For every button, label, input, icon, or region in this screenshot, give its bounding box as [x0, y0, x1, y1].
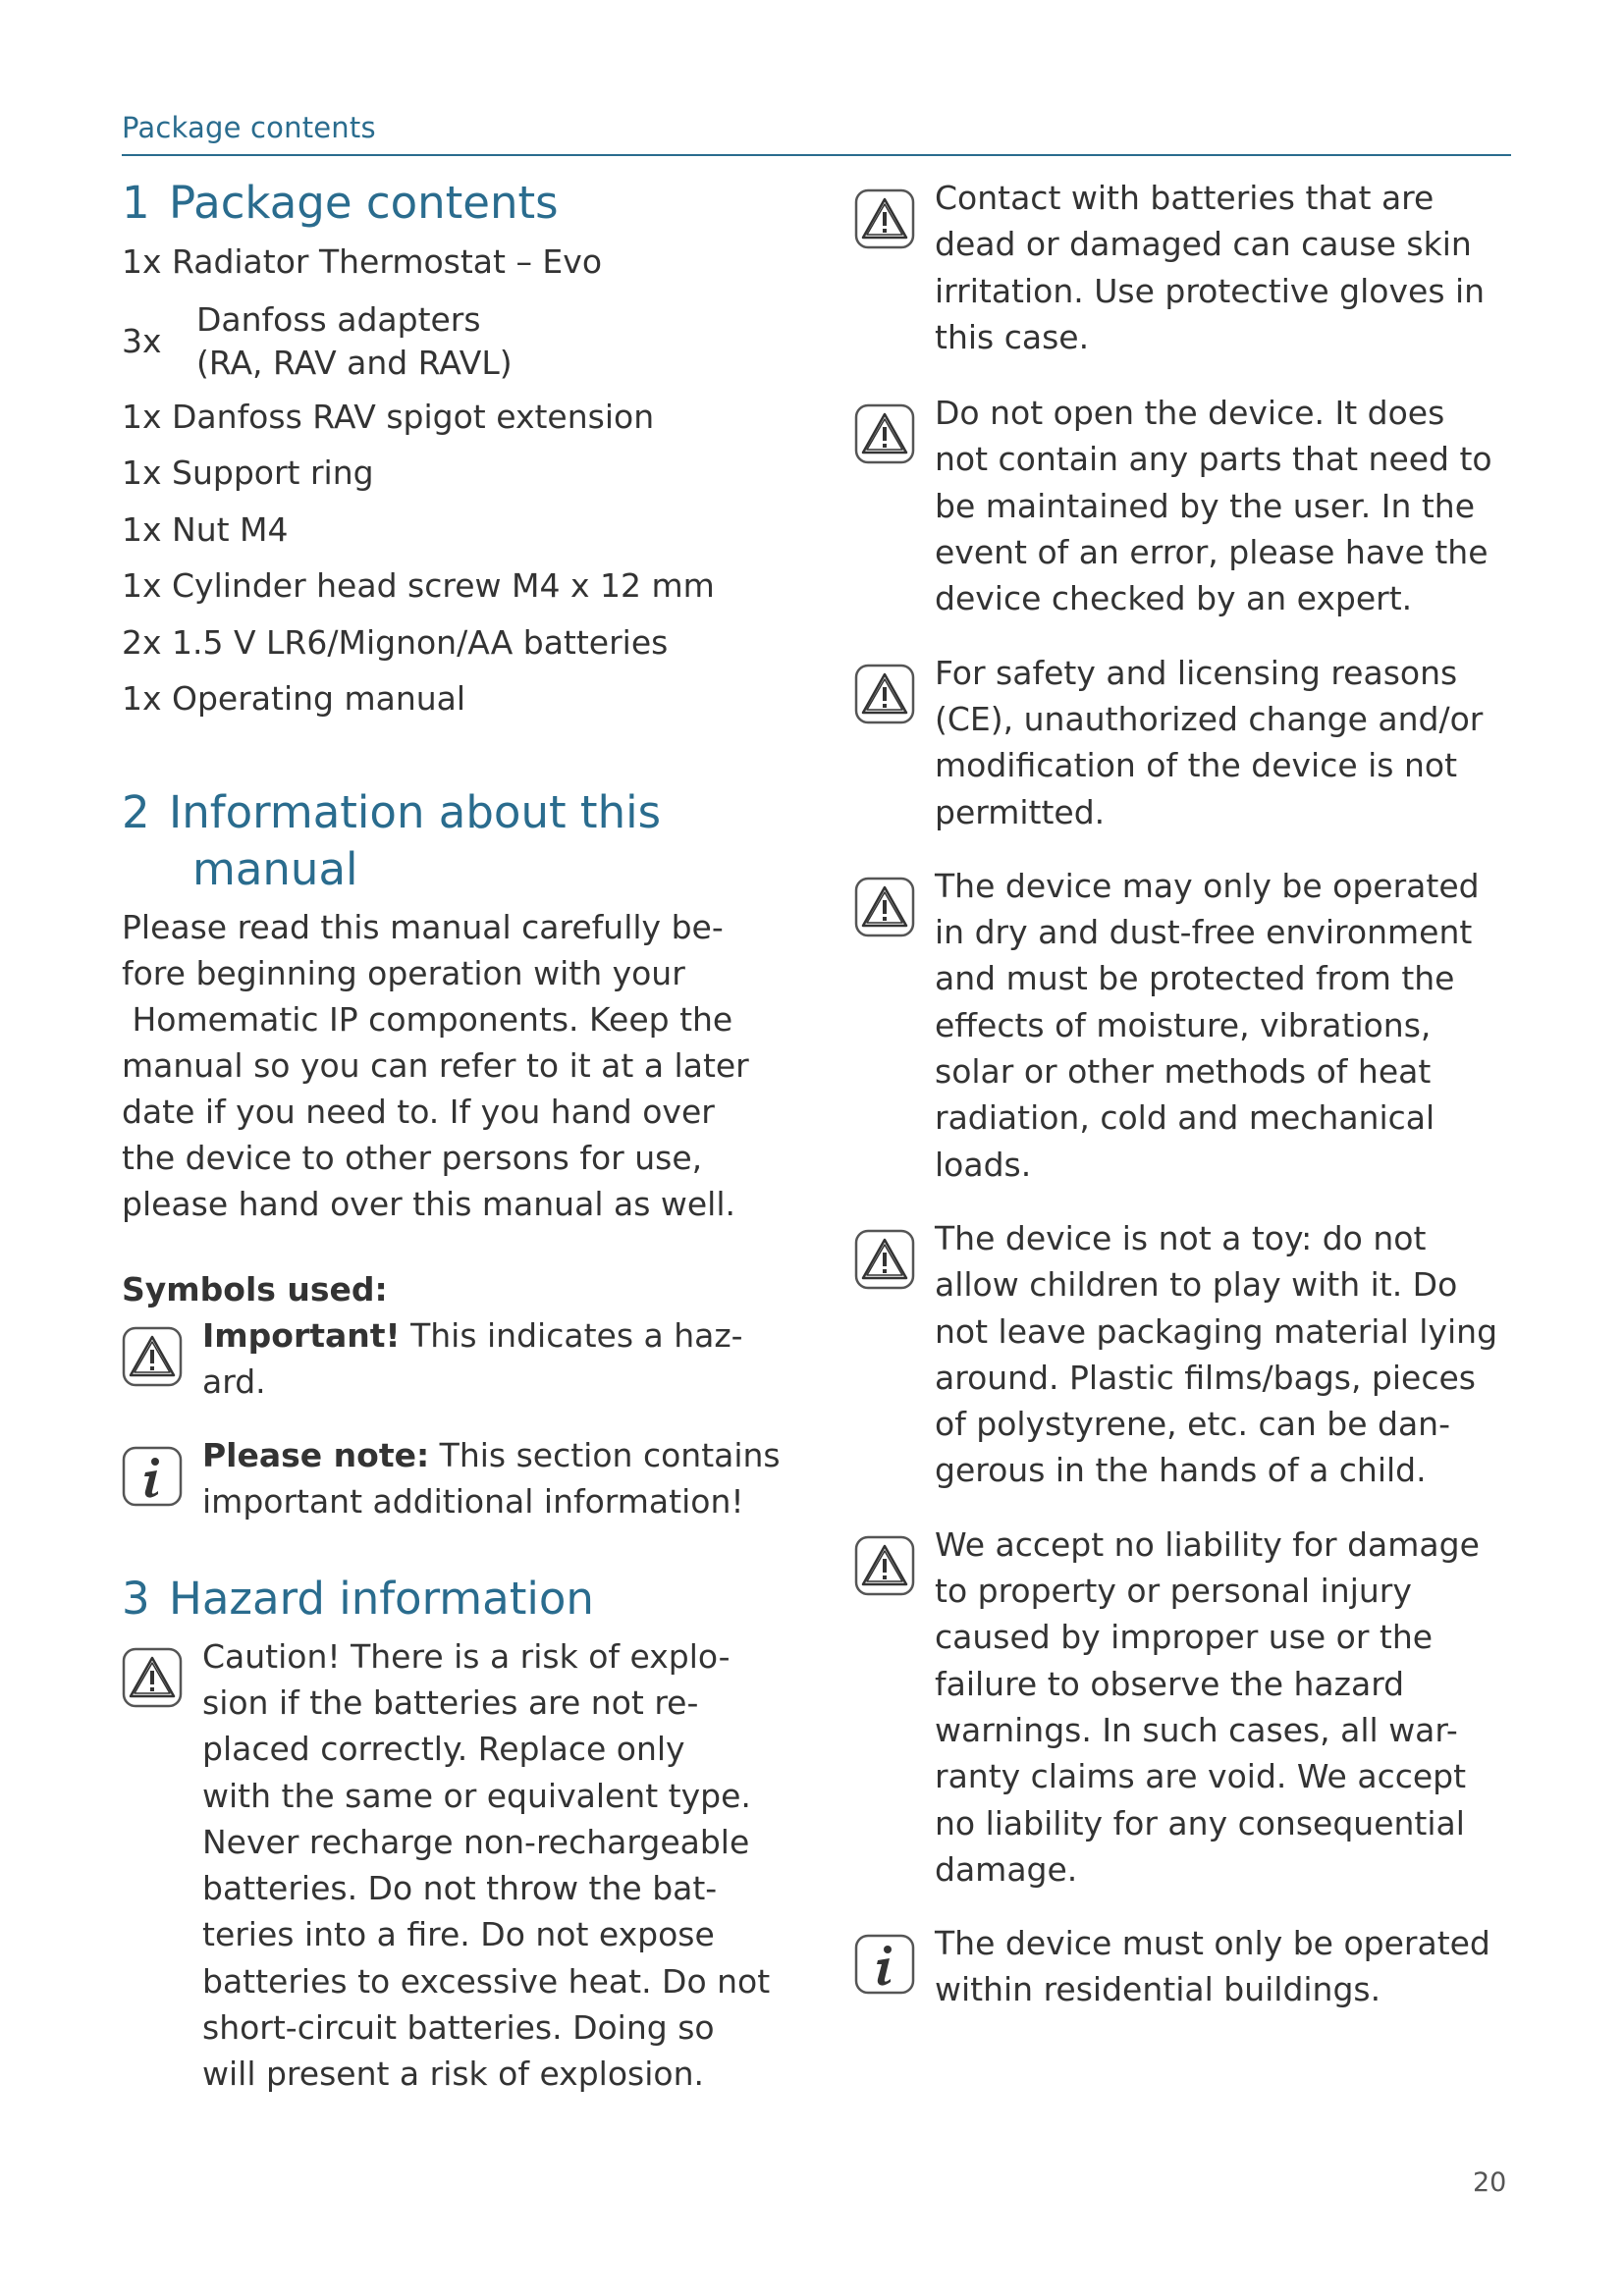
note-line: be maintained by the user. In the: [935, 486, 1476, 525]
list-item: 1x Danfoss RAV spigot extension: [122, 397, 655, 436]
note-line: modification of the device is not: [935, 746, 1458, 785]
section-2-body: [122, 904, 789, 1227]
warning-icon: [854, 188, 915, 249]
body-line: date if you need to. If you hand over: [122, 1092, 715, 1131]
note-line: placed correctly. Replace only: [202, 1730, 685, 1769]
body-line: Homematic IP components. Keep the: [122, 999, 733, 1039]
note-line: teries into a fire. Do not expose: [202, 1915, 715, 1954]
note-line: For safety and licensing reasons: [935, 653, 1458, 692]
hazard-note: [854, 390, 1522, 621]
note-line: device checked by an expert.: [935, 579, 1413, 618]
page-number: 20: [1473, 2167, 1507, 2198]
section-1-number: 1: [122, 177, 150, 229]
hazard-note-text: [935, 1215, 1522, 1494]
note-line: important additional information!: [202, 1482, 744, 1522]
note-line: sion if the batteries are not re-: [202, 1682, 699, 1722]
note-line: with the same or equivalent type.: [202, 1776, 751, 1815]
hazard-note-text: [935, 175, 1522, 360]
section-2-number: 2: [122, 785, 150, 838]
note-line: not contain any parts that need to: [935, 440, 1492, 479]
section-1-title: Package contents: [169, 177, 559, 229]
body-line: manual so you can refer to it at a later: [122, 1045, 749, 1085]
note-line: this case.: [935, 317, 1090, 356]
note-line: The device may only be operated: [935, 866, 1480, 905]
section-2-title-line: manual: [192, 842, 358, 895]
please-note-text-part: This section contains: [429, 1436, 781, 1475]
hazard-note-text: [935, 863, 1522, 1188]
list-item: 1x Radiator Thermostat – Evo: [122, 242, 603, 281]
note-line: failure to observe the hazard: [935, 1664, 1405, 1703]
note-line: event of an error, please have the: [935, 533, 1489, 572]
note-line: (CE), unauthorized change and/or: [935, 699, 1484, 738]
section-2-title-line: Information about this: [169, 785, 662, 838]
note-line: [202, 1432, 789, 1478]
info-icon: [122, 1446, 183, 1507]
hazard-note: [854, 1522, 1522, 1893]
note-line: allow children to play with it. Do: [935, 1265, 1458, 1305]
warning-icon: [122, 1326, 183, 1387]
note-line: The device is not a toy: do not: [935, 1218, 1427, 1257]
note-line: no liability for any consequential: [935, 1803, 1465, 1842]
right-column: [854, 175, 1522, 2013]
body-line: Please read this manual carefully be-: [122, 907, 724, 946]
warning-icon: [854, 1229, 915, 1290]
list-item: 1x Operating manual: [122, 679, 466, 718]
note-line: gerous in the hands of a child.: [935, 1451, 1427, 1490]
note-line: dead or damaged can cause skin: [935, 225, 1472, 264]
note-line: radiation, cold and mechanical: [935, 1098, 1435, 1138]
important-text: This indicates a haz-: [400, 1315, 743, 1355]
note-line: within residential buildings.: [935, 1970, 1381, 2009]
note-line: to property or personal injury: [935, 1572, 1412, 1611]
note-line: solar or other methods of heat: [935, 1052, 1432, 1092]
note-line: batteries to excessive heat. Do not: [202, 1961, 771, 2001]
note-line: warnings. In such cases, all war-: [935, 1710, 1458, 1749]
running-header: Package contents: [122, 111, 376, 144]
note-line: ard.: [202, 1362, 266, 1401]
important-note-text: [202, 1312, 789, 1406]
list-item: [122, 291, 789, 389]
warning-icon: [122, 1647, 183, 1708]
body-line: the device to other persons for use,: [122, 1138, 703, 1177]
list-item-qty: 3x: [122, 321, 162, 360]
note-line: Never recharge non-rechargeable: [202, 1822, 750, 1861]
list-item: 1x Cylinder head screw M4 x 12 mm: [122, 566, 715, 605]
note-line: in dry and dust-free environment: [935, 913, 1473, 952]
caution-text: [202, 1633, 789, 2098]
note-line: The device must only be operated: [935, 1924, 1490, 1963]
note-line: Caution! There is a risk of explo-: [202, 1636, 731, 1676]
please-note-label: Please note:: [202, 1436, 430, 1475]
warning-icon: [854, 1535, 915, 1596]
note-line: [202, 1312, 789, 1359]
note-line: will present a risk of explosion.: [202, 2055, 704, 2094]
note-line: effects of moisture, vibrations,: [935, 1005, 1432, 1044]
list-item: 2x 1.5 V LR6/Mignon/AA batteries: [122, 622, 669, 662]
note-line: batteries. Do not throw the bat-: [202, 1869, 718, 1908]
section-3-number: 3: [122, 1572, 150, 1625]
important-label: Important!: [202, 1315, 401, 1355]
note-line: caused by improper use or the: [935, 1618, 1434, 1657]
hazard-note: [854, 175, 1522, 360]
warning-icon: [854, 664, 915, 724]
section-2-title: [169, 784, 789, 898]
note-line: not leave packaging material lying: [935, 1311, 1498, 1351]
note-line: of polystyrene, etc. can be dan-: [935, 1405, 1451, 1444]
body-line: please hand over this manual as well.: [122, 1184, 736, 1223]
section-1-heading: [122, 175, 789, 232]
list-item-desc-line: Danfoss adapters: [196, 299, 481, 339]
list-item: 1x Support ring: [122, 454, 374, 492]
info-icon: [854, 1934, 915, 1995]
symbols-used-title: Symbols used:: [122, 1269, 388, 1308]
please-note-symbol-note: [122, 1432, 789, 1525]
hazard-note-text: [935, 390, 1522, 621]
warning-icon: [854, 403, 915, 464]
hazard-note: [854, 863, 1522, 1188]
section-3-title: Hazard information: [169, 1572, 594, 1625]
hazard-note-text: [935, 1522, 1522, 1893]
note-line: around. Plastic films/bags, pieces: [935, 1358, 1476, 1397]
section-2-heading: [122, 784, 789, 898]
important-symbol-note: [122, 1312, 789, 1406]
hazard-note: [854, 1215, 1522, 1494]
note-line: short-circuit batteries. Doing so: [202, 2008, 715, 2048]
please-note-text: [202, 1432, 789, 1525]
hazard-note-text: [935, 1920, 1522, 2013]
hazard-note-text: [935, 650, 1522, 835]
list-item-desc: [196, 298, 513, 385]
note-line: ranty claims are void. We accept: [935, 1757, 1467, 1796]
note-line: We accept no liability for damage: [935, 1524, 1480, 1564]
caution-note: [122, 1633, 789, 2098]
list-item-desc-line: (RA, RAV and RAVL): [196, 343, 513, 382]
hazard-note: [854, 650, 1522, 835]
note-line: permitted.: [935, 792, 1106, 831]
header-divider: [122, 154, 1511, 156]
warning-icon: [854, 877, 915, 937]
section-3-heading: [122, 1571, 789, 1628]
list-item: 1x Nut M4: [122, 509, 289, 549]
note-line: loads.: [935, 1145, 1032, 1184]
note-line: and must be protected from the: [935, 959, 1455, 998]
package-contents-list: [122, 234, 789, 727]
note-line: irritation. Use protective gloves in: [935, 271, 1486, 310]
note-line: Contact with batteries that are: [935, 179, 1435, 217]
body-line: fore beginning operation with your: [122, 953, 685, 992]
note-line: Do not open the device. It does: [935, 394, 1445, 433]
hazard-note: [854, 1920, 1522, 2013]
left-column: [122, 175, 789, 2098]
note-line: damage.: [935, 1849, 1078, 1889]
